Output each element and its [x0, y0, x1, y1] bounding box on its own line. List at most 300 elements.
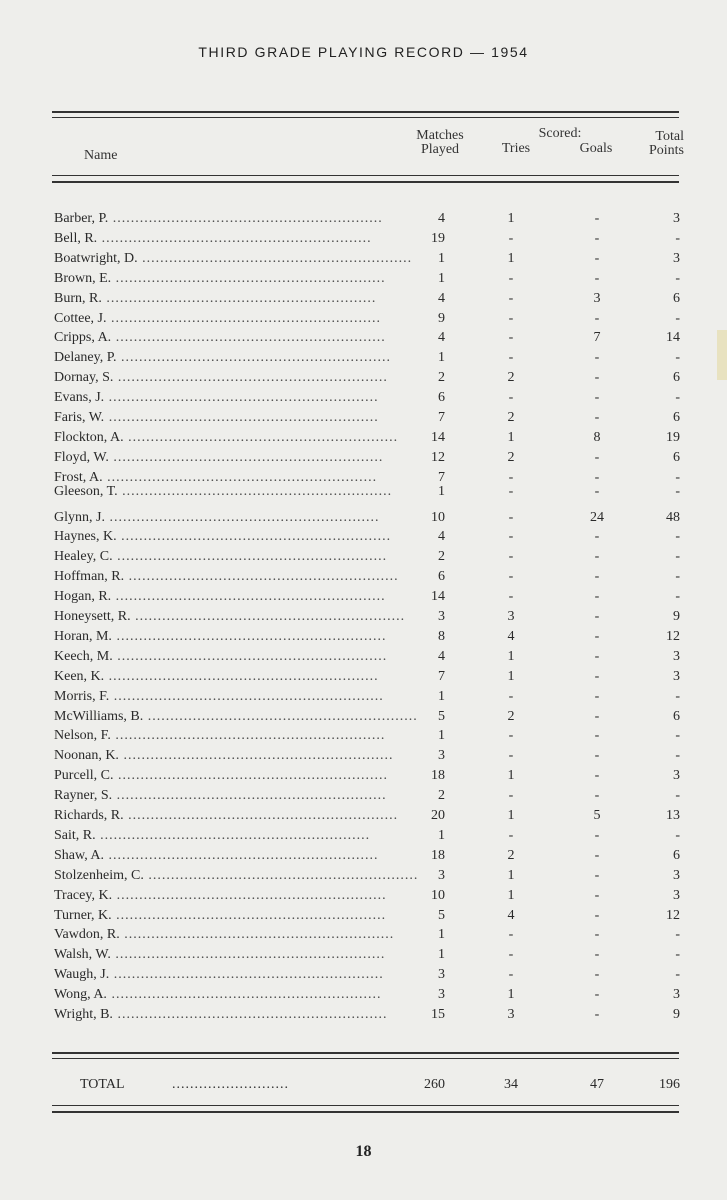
leader-dots: ............................................................	[112, 549, 388, 565]
total-points: 196	[659, 1077, 680, 1092]
player-name	[54, 707, 418, 727]
goals-scored: -	[594, 887, 600, 903]
player-name-text: Purcell, C.	[54, 768, 114, 784]
header-total-line2: Points	[648, 143, 684, 158]
total-points: 3	[673, 211, 680, 226]
player-name	[54, 368, 388, 388]
player-name	[54, 886, 387, 906]
tries-scored: 1	[507, 887, 515, 903]
leader-dots: ............................................................	[123, 808, 399, 823]
matches-played: 20	[431, 808, 445, 823]
table-row	[0, 826, 727, 846]
player-name-text: Barber, P.	[54, 211, 109, 226]
matches-played: 2	[438, 788, 445, 804]
table-row	[0, 428, 727, 448]
matches-played: 7	[438, 469, 445, 485]
goals-scored: -	[594, 270, 600, 286]
page-title: THIRD GRADE PLAYING RECORD — 1954	[198, 44, 529, 60]
table-row	[0, 1005, 727, 1025]
total-points: -	[675, 827, 680, 843]
leader-dots: ............................................................	[104, 390, 379, 406]
tries-scored: -	[508, 688, 514, 704]
total-points: -	[675, 469, 680, 485]
goals-scored: -	[594, 748, 600, 764]
total-top-rule	[52, 1052, 679, 1054]
total-points: -	[675, 589, 680, 605]
table-row	[0, 289, 727, 309]
leader-dots: ............................................................	[110, 947, 386, 963]
header-matches-line1: Matches	[416, 128, 464, 143]
header-matches-line2: Played	[420, 142, 460, 157]
goals-scored: -	[594, 728, 600, 744]
goals-scored: -	[594, 867, 600, 883]
leader-dots: ............................................................	[111, 628, 387, 644]
player-name	[54, 348, 391, 368]
matches-played: 19	[431, 230, 445, 246]
leader-dots: ............................................................	[102, 469, 378, 485]
tries-scored: 2	[507, 449, 515, 465]
tries-scored: 1	[507, 808, 515, 823]
player-name	[54, 229, 372, 249]
player-name	[54, 985, 382, 1005]
matches-played: 5	[438, 907, 445, 923]
total-points: 6	[673, 449, 680, 465]
player-name-text: Walsh, W.	[54, 947, 111, 963]
goals-scored: -	[594, 609, 600, 624]
matches-played: 1	[438, 688, 445, 704]
matches-played: 10	[431, 887, 445, 903]
total-matches: 260	[424, 1077, 445, 1092]
goals-scored: -	[594, 1007, 600, 1022]
matches-played: 7	[438, 410, 445, 425]
player-name-text: Cottee, J.	[54, 310, 107, 326]
matches-played: 3	[438, 748, 445, 764]
table-row	[0, 906, 727, 926]
player-name-text: Gleeson, T.	[54, 483, 118, 499]
table-row	[0, 348, 727, 368]
tries-scored: 1	[507, 429, 515, 445]
matches-played: 4	[438, 211, 445, 226]
player-name	[54, 925, 395, 945]
player-name-text: Glynn, J.	[54, 509, 105, 525]
player-name-text: Floyd, W.	[54, 449, 109, 465]
matches-played: 5	[438, 708, 445, 724]
player-name	[54, 726, 386, 746]
table-row	[0, 985, 727, 1005]
goals-scored: -	[594, 483, 600, 499]
table-row	[0, 408, 727, 428]
player-name-text: Vawdon, R.	[54, 927, 120, 943]
tries-scored: -	[508, 483, 514, 499]
table-row	[0, 766, 727, 786]
player-name-text: Noonan, K.	[54, 748, 119, 764]
table-row	[0, 249, 727, 269]
total-points: 3	[673, 668, 680, 684]
goals-scored: -	[594, 250, 600, 266]
total-bottom-rule-inner	[52, 1105, 679, 1106]
total-points: 6	[673, 290, 680, 306]
matches-played: 1	[438, 483, 445, 499]
goals-scored: 3	[593, 290, 601, 306]
leader-dots: ............................................................	[111, 270, 386, 286]
tries-scored: -	[508, 310, 514, 326]
tries-scored: -	[508, 529, 514, 545]
total-dots: ..........................	[172, 1077, 289, 1092]
matches-played: 7	[438, 668, 445, 684]
leader-dots: ............................................................	[109, 967, 384, 983]
leader-dots: ............................................................	[97, 230, 372, 246]
table-row	[0, 209, 727, 229]
tries-scored: 1	[507, 668, 515, 684]
header-top-rule	[52, 111, 679, 113]
matches-played: 3	[438, 609, 445, 624]
table-row	[0, 388, 727, 408]
goals-scored: -	[594, 549, 600, 565]
tries-scored: 1	[507, 648, 515, 664]
leader-dots: ............................................................	[104, 410, 379, 425]
player-name	[54, 806, 399, 826]
player-name-text: Morris, F.	[54, 688, 110, 704]
player-name	[54, 269, 386, 289]
player-name-text: Keen, K.	[54, 668, 105, 684]
goals-scored: -	[594, 310, 600, 326]
total-points: 9	[673, 609, 680, 624]
player-name-text: Honeysett, R.	[54, 609, 131, 624]
total-points: -	[675, 927, 680, 943]
leader-dots: ............................................................	[112, 887, 387, 903]
total-goals: 47	[590, 1077, 604, 1092]
player-name-text: Turner, K.	[54, 907, 112, 923]
player-name	[54, 746, 394, 766]
tries-scored: -	[508, 390, 514, 406]
player-name	[54, 647, 388, 667]
tries-scored: -	[508, 967, 514, 983]
leader-dots: ............................................................	[106, 310, 381, 326]
table-row	[0, 746, 727, 766]
total-points: 3	[673, 887, 680, 903]
tries-scored: -	[508, 827, 514, 843]
player-name	[54, 448, 384, 468]
goals-scored: -	[594, 230, 600, 246]
player-name-text: Faris, W.	[54, 410, 105, 425]
table-row	[0, 925, 727, 945]
total-points: -	[675, 310, 680, 326]
goals-scored: 24	[590, 509, 604, 525]
matches-played: 1	[438, 827, 445, 843]
tries-scored: 2	[507, 370, 515, 386]
table-row	[0, 368, 727, 388]
leader-dots: ............................................................	[123, 429, 399, 445]
goals-scored: -	[594, 469, 600, 485]
player-name	[54, 428, 399, 448]
player-name-text: Sait, R.	[54, 827, 96, 843]
total-points: 12	[666, 907, 680, 923]
total-row	[0, 1074, 727, 1096]
player-name	[54, 687, 384, 707]
player-name-text: Wong, A.	[54, 987, 107, 1003]
table-row	[0, 567, 727, 587]
player-name-text: Nelson, F.	[54, 728, 111, 744]
leader-dots: ............................................................	[111, 907, 387, 923]
total-points: 6	[673, 847, 680, 863]
table-row	[0, 229, 727, 249]
player-name	[54, 309, 381, 329]
player-name-text: Waugh, J.	[54, 967, 110, 983]
header-tries: Tries	[501, 141, 531, 156]
total-points: 6	[673, 370, 680, 386]
player-name-text: Flockton, A.	[54, 429, 124, 445]
leader-dots: ............................................................	[117, 483, 393, 499]
player-name	[54, 388, 379, 408]
total-points: 6	[673, 708, 680, 724]
player-name-text: Frost, A.	[54, 469, 103, 485]
total-points: -	[675, 483, 680, 499]
total-points: 6	[673, 410, 680, 425]
header-total	[620, 130, 684, 158]
tries-scored: -	[508, 569, 514, 585]
total-points: 14	[666, 330, 680, 346]
table-row	[0, 607, 727, 627]
header-name: Name	[84, 148, 118, 163]
player-name-text: Healey, C.	[54, 549, 113, 565]
table-row	[0, 707, 727, 727]
table-row	[0, 508, 727, 528]
player-name	[54, 587, 386, 607]
total-points: 3	[673, 867, 680, 883]
player-name-text: Burn, R.	[54, 290, 102, 306]
total-points: 12	[666, 628, 680, 644]
goals-scored: -	[594, 410, 600, 425]
goals-scored: -	[594, 211, 600, 226]
tries-scored: 1	[507, 250, 515, 266]
total-label: TOTAL	[80, 1077, 125, 1092]
goals-scored: -	[594, 688, 600, 704]
leader-dots: ............................................................	[119, 927, 395, 943]
table-row	[0, 482, 727, 502]
player-name	[54, 667, 379, 687]
total-points: -	[675, 350, 680, 366]
matches-played: 1	[438, 728, 445, 744]
goals-scored: -	[594, 967, 600, 983]
tries-scored: -	[508, 350, 514, 366]
goals-scored: -	[594, 708, 600, 724]
matches-played: 4	[438, 330, 445, 346]
matches-played: 1	[438, 947, 445, 963]
leader-dots: ............................................................	[104, 668, 379, 684]
tries-scored: 3	[507, 609, 515, 624]
player-name-text: Shaw, A.	[54, 847, 105, 863]
total-points: -	[675, 270, 680, 286]
leader-dots: ............................................................	[108, 211, 383, 226]
goals-scored: -	[594, 449, 600, 465]
total-points: 19	[666, 429, 680, 445]
matches-played: 2	[438, 549, 445, 565]
header-matches	[400, 129, 480, 157]
goals-scored: -	[594, 628, 600, 644]
table-row	[0, 726, 727, 746]
table-row	[0, 448, 727, 468]
total-points: -	[675, 549, 680, 565]
leader-dots: ............................................................	[116, 350, 391, 366]
page-number: 18	[355, 1143, 372, 1160]
leader-dots: ............................................................	[143, 708, 418, 724]
player-name	[54, 945, 386, 965]
tries-scored: 2	[507, 410, 515, 425]
goals-scored: -	[594, 529, 600, 545]
total-points: 3	[673, 250, 680, 266]
leader-dots: ............................................................	[104, 509, 380, 525]
goals-scored: -	[594, 589, 600, 605]
leader-dots: ............................................................	[118, 748, 394, 764]
player-name	[54, 766, 388, 786]
table-row	[0, 309, 727, 329]
total-points: -	[675, 230, 680, 246]
tries-scored: 1	[507, 987, 515, 1003]
tries-scored: -	[508, 330, 514, 346]
total-points: -	[675, 390, 680, 406]
matches-played: 3	[438, 867, 445, 883]
matches-played: 4	[438, 648, 445, 664]
player-name-text: Hogan, R.	[54, 589, 112, 605]
leader-dots: ............................................................	[106, 987, 382, 1003]
tries-scored: -	[508, 469, 514, 485]
player-name-text: Dornay, S.	[54, 370, 114, 386]
header-top-rule-inner	[52, 117, 679, 118]
player-name-text: Rayner, S.	[54, 788, 113, 804]
matches-played: 18	[431, 847, 445, 863]
matches-played: 14	[431, 429, 445, 445]
goals-scored: -	[594, 569, 600, 585]
header-goals: Goals	[579, 141, 613, 156]
matches-played: 10	[431, 509, 445, 525]
player-name-text: Evans, J.	[54, 390, 105, 406]
leader-dots: ............................................................	[101, 290, 377, 306]
tries-scored: 4	[507, 628, 515, 644]
matches-played: 9	[438, 310, 445, 326]
matches-played: 1	[438, 350, 445, 366]
tries-scored: 4	[507, 907, 515, 923]
tries-scored: -	[508, 290, 514, 306]
player-name-text: Wright, B.	[54, 1007, 113, 1022]
matches-played: 12	[431, 449, 445, 465]
goals-scored: -	[594, 768, 600, 784]
player-name-text: Delaney, P.	[54, 350, 117, 366]
total-tries: 34	[504, 1077, 518, 1092]
player-name-text: Hoffman, R.	[54, 569, 125, 585]
player-name	[54, 866, 419, 886]
total-points: 3	[673, 768, 680, 784]
goals-scored: -	[594, 847, 600, 863]
total-bottom-rule	[52, 1111, 679, 1113]
tries-scored: -	[508, 230, 514, 246]
matches-played: 1	[438, 270, 445, 286]
player-name	[54, 547, 388, 567]
leader-dots: ............................................................	[112, 1007, 388, 1022]
tries-scored: -	[508, 549, 514, 565]
table-row	[0, 328, 727, 348]
leader-dots: ............................................................	[95, 827, 371, 843]
table-row	[0, 587, 727, 607]
total-top-rule-inner	[52, 1058, 679, 1059]
goals-scored: -	[594, 648, 600, 664]
matches-played: 3	[438, 967, 445, 983]
total-points: -	[675, 748, 680, 764]
table-row	[0, 945, 727, 965]
player-name-text: McWilliams, B.	[54, 708, 144, 724]
table-row	[0, 806, 727, 826]
goals-scored: -	[594, 370, 600, 386]
matches-played: 8	[438, 628, 445, 644]
goals-scored: -	[594, 390, 600, 406]
tries-scored: -	[508, 927, 514, 943]
leader-dots: ............................................................	[113, 768, 388, 784]
matches-played: 18	[431, 768, 445, 784]
matches-played: 14	[431, 589, 445, 605]
total-points: -	[675, 529, 680, 545]
table-row	[0, 687, 727, 707]
total-points: -	[675, 688, 680, 704]
total-points: -	[675, 947, 680, 963]
matches-played: 4	[438, 529, 445, 545]
table-row	[0, 647, 727, 667]
table-row	[0, 269, 727, 289]
tries-scored: 1	[507, 867, 515, 883]
player-name	[54, 1005, 388, 1025]
header-scored: Scored:	[538, 126, 582, 141]
leader-dots: ............................................................	[143, 867, 419, 883]
matches-played: 6	[438, 390, 445, 406]
goals-scored: 7	[593, 330, 601, 346]
player-name-text: Stolzenheim, C.	[54, 867, 144, 883]
header-bottom-rule-inner	[52, 175, 679, 176]
table-row	[0, 667, 727, 687]
leader-dots: ............................................................	[112, 648, 388, 664]
goals-scored: 8	[593, 429, 601, 445]
tries-scored: 3	[507, 1007, 515, 1022]
table-row	[0, 627, 727, 647]
matches-played: 15	[431, 1007, 445, 1022]
leader-dots: ............................................................	[104, 847, 379, 863]
player-name	[54, 328, 386, 348]
goals-scored: -	[594, 907, 600, 923]
total-points: 13	[666, 808, 680, 823]
player-name-text: Keech, M.	[54, 648, 113, 664]
leader-dots: ............................................................	[109, 688, 384, 704]
leader-dots: ............................................................	[113, 370, 388, 386]
player-name	[54, 508, 380, 528]
player-name	[54, 408, 379, 428]
goals-scored: -	[594, 947, 600, 963]
player-name-text: Richards, R.	[54, 808, 124, 823]
leader-dots: ............................................................	[110, 728, 386, 744]
table-row	[0, 527, 727, 547]
total-points: -	[675, 788, 680, 804]
leader-dots: ............................................................	[111, 589, 386, 605]
tries-scored: -	[508, 270, 514, 286]
player-name	[54, 906, 387, 926]
total-points: 48	[666, 509, 680, 525]
tries-scored: 2	[507, 847, 515, 863]
matches-played: 2	[438, 370, 445, 386]
matches-played: 4	[438, 290, 445, 306]
goals-scored: 5	[593, 808, 601, 823]
leader-dots: ............................................................	[116, 529, 392, 545]
tries-scored: -	[508, 509, 514, 525]
goals-scored: -	[594, 827, 600, 843]
matches-played: 6	[438, 569, 445, 585]
player-name	[54, 607, 406, 627]
tries-scored: -	[508, 728, 514, 744]
